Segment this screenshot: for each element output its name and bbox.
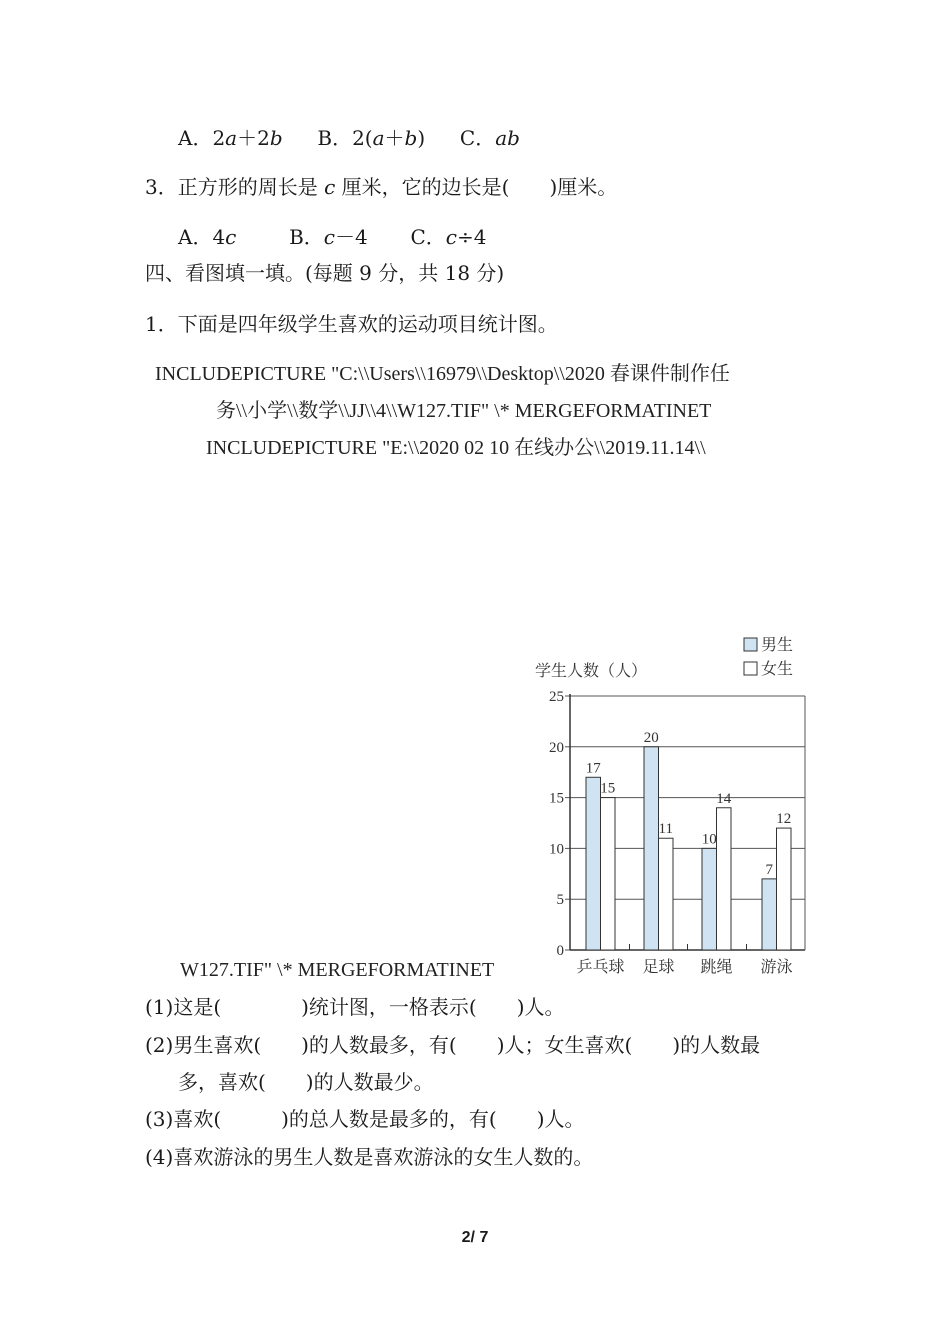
- bar-4-1: [762, 879, 777, 950]
- y-tick-label-25: 25: [549, 689, 564, 705]
- bar-1-1: [586, 777, 601, 950]
- bar-4-2: [777, 828, 792, 950]
- x-category-label-1: 乒乓球: [576, 957, 625, 976]
- section-4-title: 四、看图填一填。(每题 9 分，共 18 分): [145, 261, 505, 285]
- sports-bar-chart: [530, 628, 820, 978]
- y-tick-label-5: 5: [556, 892, 564, 909]
- sub-question-2-line-2: 多，喜欢( )的人数最少。: [178, 1070, 434, 1094]
- bar-3-2: [717, 808, 732, 950]
- section-4-question-1: 1．下面是四年级学生喜欢的运动项目统计图。: [145, 312, 558, 336]
- legend-swatch-1: [744, 638, 757, 651]
- field-code-line-4: W127.TIF" \* MERGEFORMATINET: [180, 959, 495, 981]
- legend-swatch-2: [744, 662, 757, 675]
- y-tick-label-15: 15: [549, 790, 564, 807]
- q3-option-a: A．4c: [178, 225, 237, 249]
- bar-3-1: [702, 848, 717, 950]
- x-category-label-2: 足球: [642, 957, 675, 976]
- bar-1-2: [601, 798, 616, 950]
- data-label-4-1: 7: [765, 861, 773, 878]
- field-code-line-1: INCLUDEPICTURE "C:\\Users\\16979\\Desktop\\2020 春课件制作任: [155, 363, 730, 385]
- bar-2-2: [659, 838, 674, 950]
- q2-option-a: A．2a＋2b: [178, 126, 283, 150]
- data-label-2-2: 11: [658, 821, 673, 838]
- legend-label-1: 男生: [761, 635, 794, 654]
- q3-options: [178, 225, 486, 249]
- field-code-line-3: INCLUDEPICTURE "E:\\2020 02 10 在线办公\\2019.11.14\\: [206, 437, 706, 459]
- data-label-3-2: 14: [716, 790, 732, 807]
- q2-option-c: C．ab: [459, 126, 520, 150]
- sub-question-2-line-1: (2)男生喜欢( )的人数最多，有( )人；女生喜欢( )的人数最: [145, 1033, 761, 1057]
- x-category-label-3: 跳绳: [700, 957, 733, 976]
- data-label-1-1: 17: [585, 760, 601, 777]
- y-tick-label-10: 10: [549, 841, 564, 858]
- data-label-3-1: 10: [701, 831, 717, 848]
- y-axis-label: 学生人数（人）: [535, 661, 648, 680]
- page-number: 2/ 7: [461, 1229, 489, 1246]
- field-code-line-2: 务\\小学\\数学\\JJ\\4\\W127.TIF" \* MERGEFORMATINET: [216, 400, 712, 422]
- data-label-1-2: 15: [600, 780, 616, 797]
- sub-question-1: (1)这是( )统计图，一格表示( )人。: [145, 995, 565, 1019]
- sub-question-4: (4)喜欢游泳的男生人数是喜欢游泳的女生人数的。: [145, 1145, 594, 1169]
- q3-option-b: B．c－4: [289, 225, 368, 249]
- q3-option-c: C．c÷4: [410, 225, 487, 249]
- legend-label-2: 女生: [761, 659, 794, 678]
- x-category-label-4: 游泳: [760, 957, 793, 976]
- sub-question-3: (3)喜欢( )的总人数是最多的，有( )人。: [145, 1107, 585, 1131]
- bar-2-1: [644, 747, 659, 950]
- q2-option-b: B．2(a＋b): [317, 126, 426, 150]
- q2-options: [178, 126, 520, 150]
- data-label-2-1: 20: [643, 729, 659, 746]
- y-tick-label-20: 20: [549, 739, 564, 756]
- y-tick-label-0: 0: [556, 943, 564, 959]
- question-3: 3．正方形的周长是 c 厘米，它的边长是( )厘米。: [145, 175, 618, 199]
- data-label-4-2: 12: [776, 811, 792, 828]
